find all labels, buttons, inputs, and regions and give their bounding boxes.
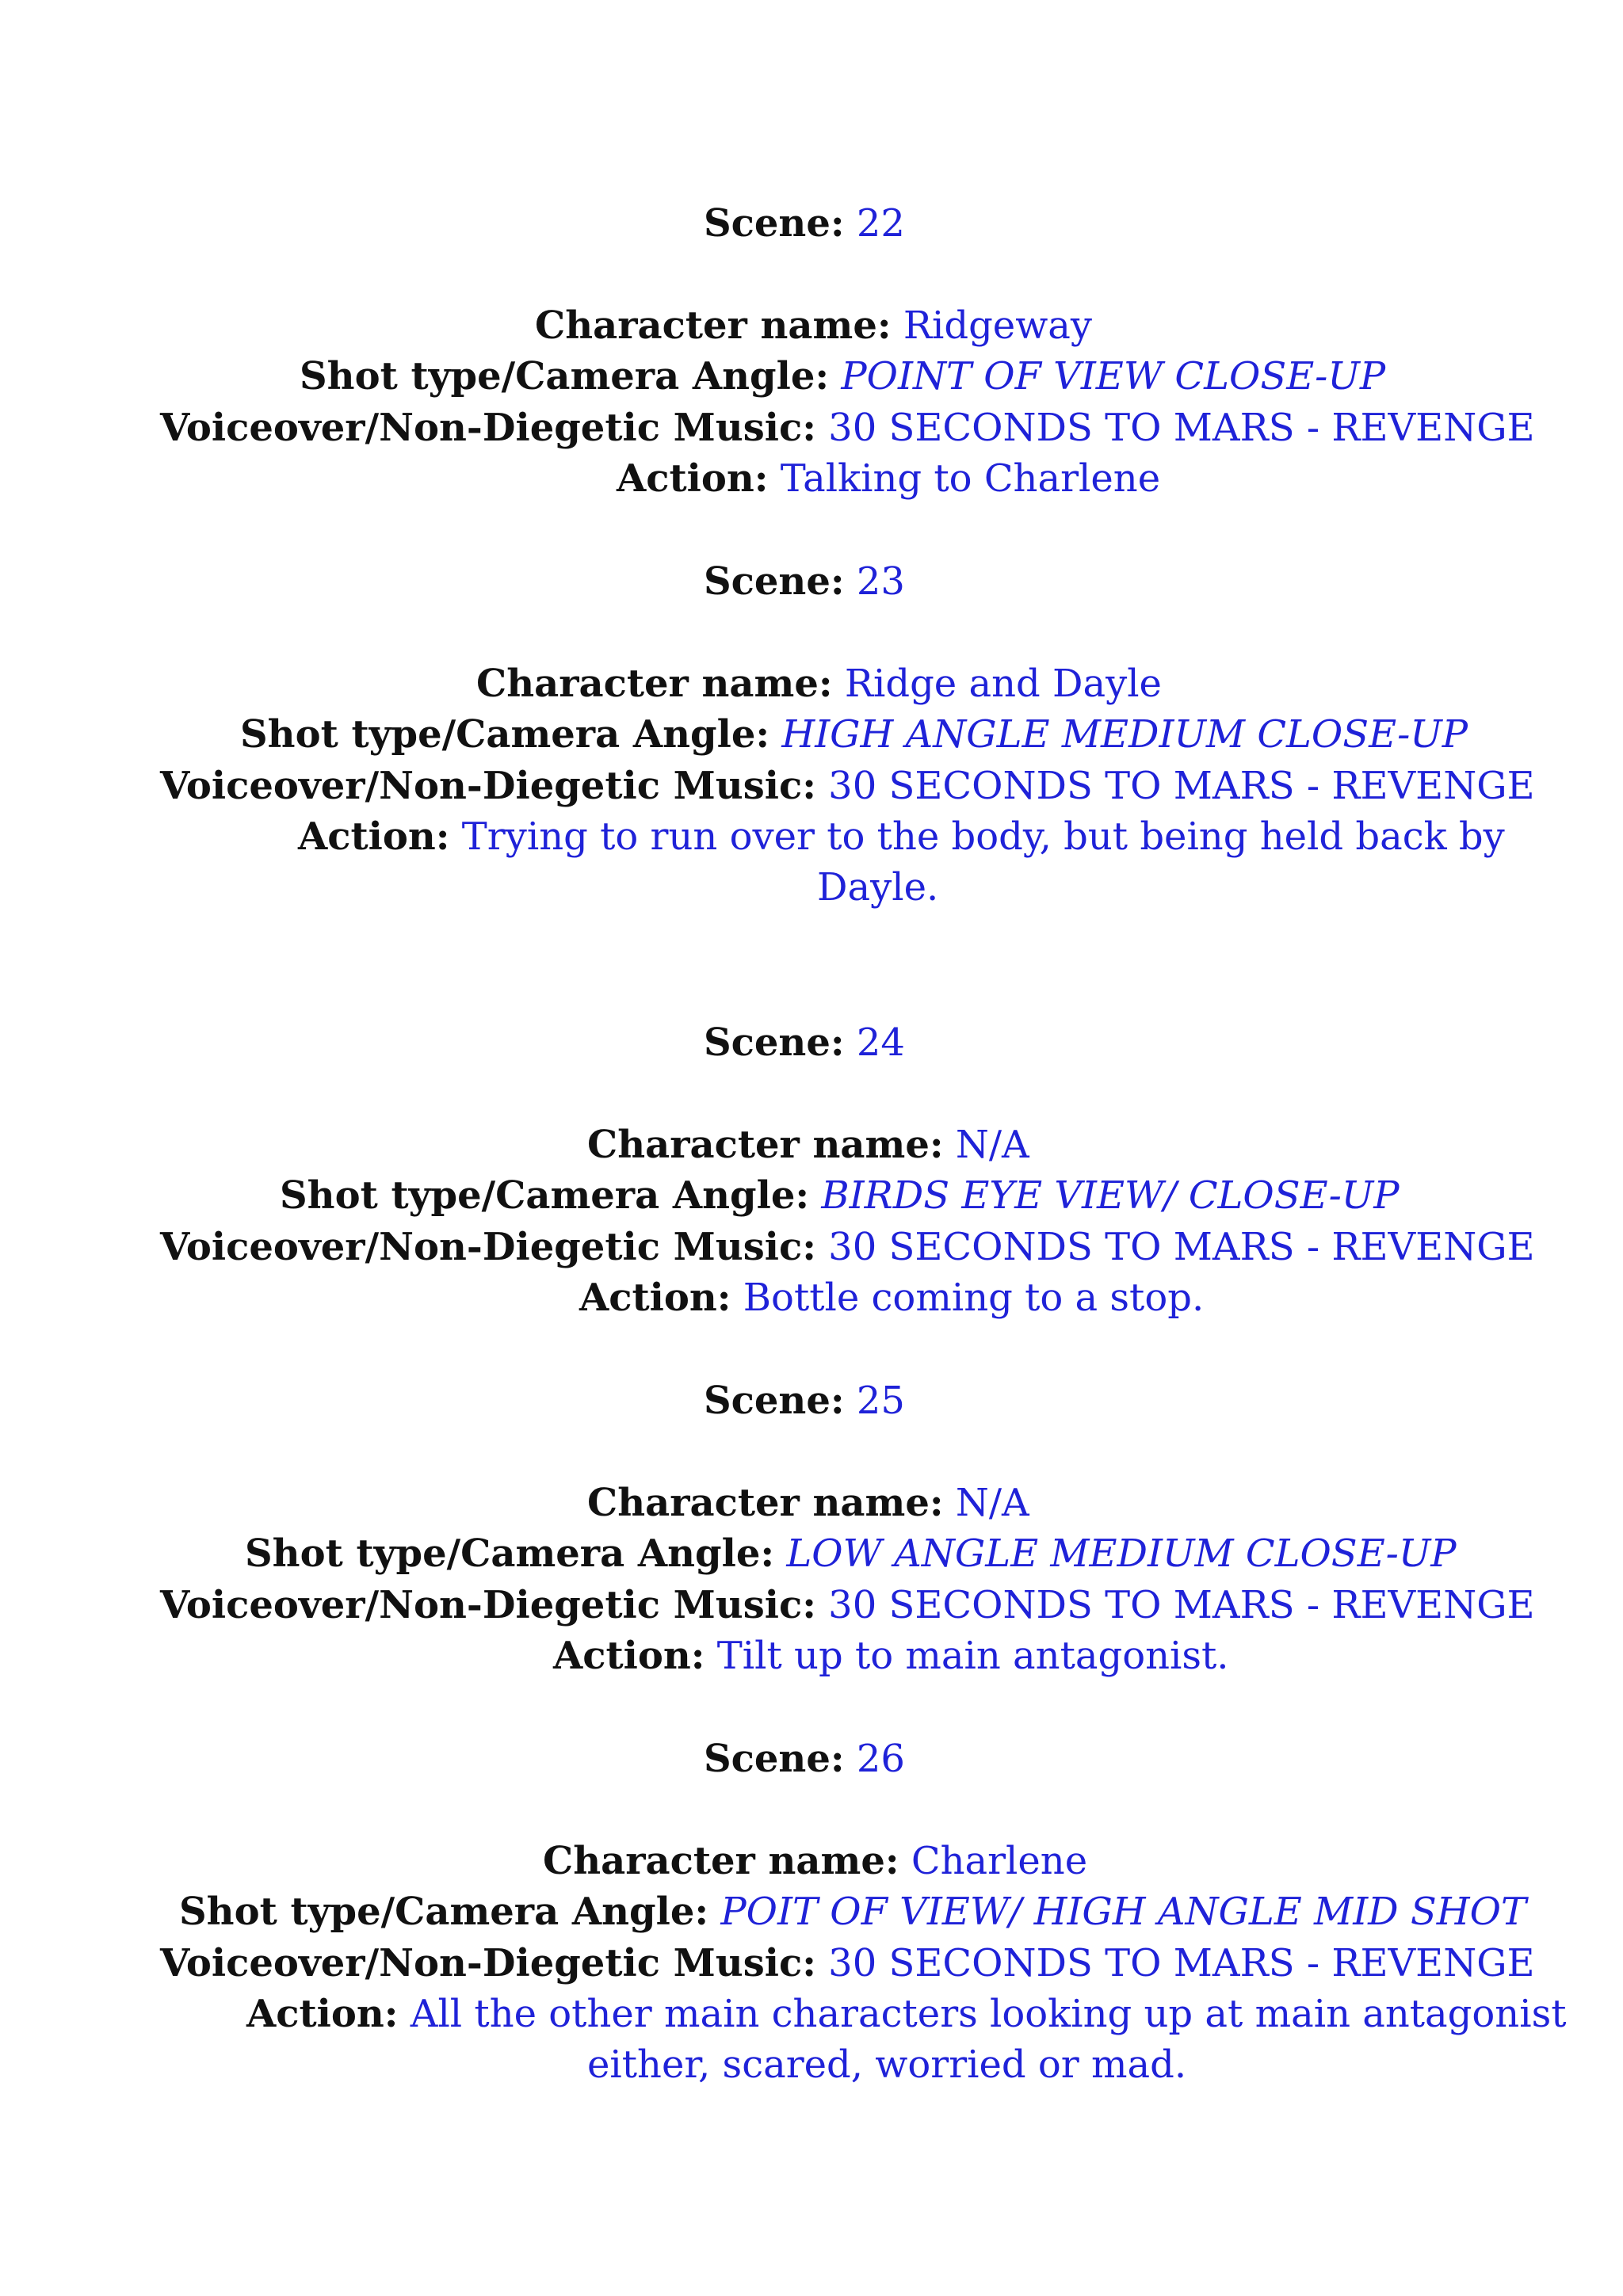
character-line bbox=[535, 300, 1092, 351]
music-value: 30 SECONDS TO MARS - REVENGE bbox=[828, 764, 1535, 808]
character-label: Character name: bbox=[587, 1123, 944, 1167]
music-value: 30 SECONDS TO MARS - REVENGE bbox=[828, 1583, 1535, 1627]
music-line bbox=[160, 761, 1535, 811]
scene-number: 23 bbox=[856, 559, 905, 604]
shot-line bbox=[245, 1528, 1457, 1579]
music-line bbox=[160, 1580, 1535, 1630]
character-value: Ridgeway bbox=[903, 303, 1093, 348]
action-line bbox=[579, 1272, 1204, 1323]
action-value: All the other main characters looking up at main antagonist bbox=[410, 1992, 1567, 2036]
action-label: Action: bbox=[617, 456, 769, 501]
action-line-continued bbox=[817, 862, 938, 913]
music-line bbox=[160, 402, 1535, 453]
music-line bbox=[160, 1222, 1535, 1272]
character-value: Ridge and Dayle bbox=[844, 662, 1162, 706]
action-label: Action: bbox=[553, 1634, 705, 1678]
scene-number: 26 bbox=[856, 1737, 905, 1781]
shot-value: HIGH ANGLE MEDIUM CLOSE-UP bbox=[781, 712, 1468, 757]
shot-label: Shot type/Camera Angle: bbox=[245, 1531, 775, 1576]
shot-value: BIRDS EYE VIEW/ CLOSE-UP bbox=[821, 1173, 1400, 1218]
music-label: Voiceover/Non-Diegetic Music: bbox=[160, 406, 816, 450]
character-line bbox=[587, 1478, 1029, 1528]
scene-label: Scene: bbox=[704, 201, 845, 246]
shot-label: Shot type/Camera Angle: bbox=[240, 712, 770, 757]
shot-line bbox=[240, 709, 1468, 760]
shot-line bbox=[179, 1886, 1526, 1937]
character-line bbox=[543, 1836, 1087, 1886]
music-label: Voiceover/Non-Diegetic Music: bbox=[160, 1583, 816, 1627]
action-line bbox=[246, 1989, 1566, 2039]
music-line bbox=[160, 1938, 1535, 1989]
music-label: Voiceover/Non-Diegetic Music: bbox=[160, 1941, 816, 1985]
character-label: Character name: bbox=[543, 1839, 899, 1883]
action-value: Bottle coming to a stop. bbox=[743, 1276, 1205, 1320]
scene-heading bbox=[704, 198, 905, 249]
scene-heading bbox=[704, 1017, 905, 1068]
scene-label: Scene: bbox=[704, 1379, 845, 1423]
character-label: Character name: bbox=[476, 662, 833, 706]
action-value: Tilt up to main antagonist. bbox=[716, 1634, 1229, 1678]
action-line bbox=[617, 453, 1160, 504]
scene-number: 22 bbox=[856, 201, 905, 246]
action-value: Talking to Charlene bbox=[780, 456, 1161, 501]
scene-number: 25 bbox=[856, 1379, 905, 1423]
action-line bbox=[298, 811, 1505, 862]
character-line bbox=[476, 658, 1162, 709]
action-label: Action: bbox=[246, 1992, 399, 2036]
action-label: Action: bbox=[579, 1276, 731, 1320]
action-label: Action: bbox=[298, 814, 450, 859]
scene-heading bbox=[704, 1375, 905, 1426]
action-line-continued bbox=[587, 2039, 1186, 2090]
shot-label: Shot type/Camera Angle: bbox=[280, 1173, 810, 1218]
action-line bbox=[553, 1630, 1229, 1681]
shot-value: POINT OF VIEW CLOSE-UP bbox=[841, 354, 1386, 399]
action-value-continued: either, scared, worried or mad. bbox=[587, 2042, 1187, 2087]
scene-label: Scene: bbox=[704, 559, 845, 604]
character-label: Character name: bbox=[587, 1481, 944, 1525]
character-value: N/A bbox=[955, 1123, 1029, 1167]
scene-number: 24 bbox=[856, 1020, 905, 1065]
shot-label: Shot type/Camera Angle: bbox=[300, 354, 830, 399]
music-value: 30 SECONDS TO MARS - REVENGE bbox=[828, 1941, 1535, 1985]
scene-heading bbox=[704, 556, 905, 607]
shot-value: LOW ANGLE MEDIUM CLOSE-UP bbox=[786, 1531, 1457, 1576]
scene-label: Scene: bbox=[704, 1020, 845, 1065]
shot-line bbox=[280, 1170, 1400, 1221]
music-value: 30 SECONDS TO MARS - REVENGE bbox=[828, 406, 1535, 450]
shot-value: POIT OF VIEW/ HIGH ANGLE MID SHOT bbox=[720, 1890, 1527, 1934]
scene-heading bbox=[704, 1733, 905, 1784]
shot-line bbox=[300, 351, 1385, 402]
shot-label: Shot type/Camera Angle: bbox=[179, 1890, 709, 1934]
character-label: Character name: bbox=[535, 303, 892, 348]
music-label: Voiceover/Non-Diegetic Music: bbox=[160, 764, 816, 808]
character-value: N/A bbox=[955, 1481, 1029, 1525]
action-value-continued: Dayle. bbox=[817, 865, 939, 910]
action-value: Trying to run over to the body, but being held back by bbox=[461, 814, 1505, 859]
music-label: Voiceover/Non-Diegetic Music: bbox=[160, 1225, 816, 1269]
character-line bbox=[587, 1119, 1029, 1170]
character-value: Charlene bbox=[911, 1839, 1088, 1883]
scene-label: Scene: bbox=[704, 1737, 845, 1781]
music-value: 30 SECONDS TO MARS - REVENGE bbox=[828, 1225, 1535, 1269]
